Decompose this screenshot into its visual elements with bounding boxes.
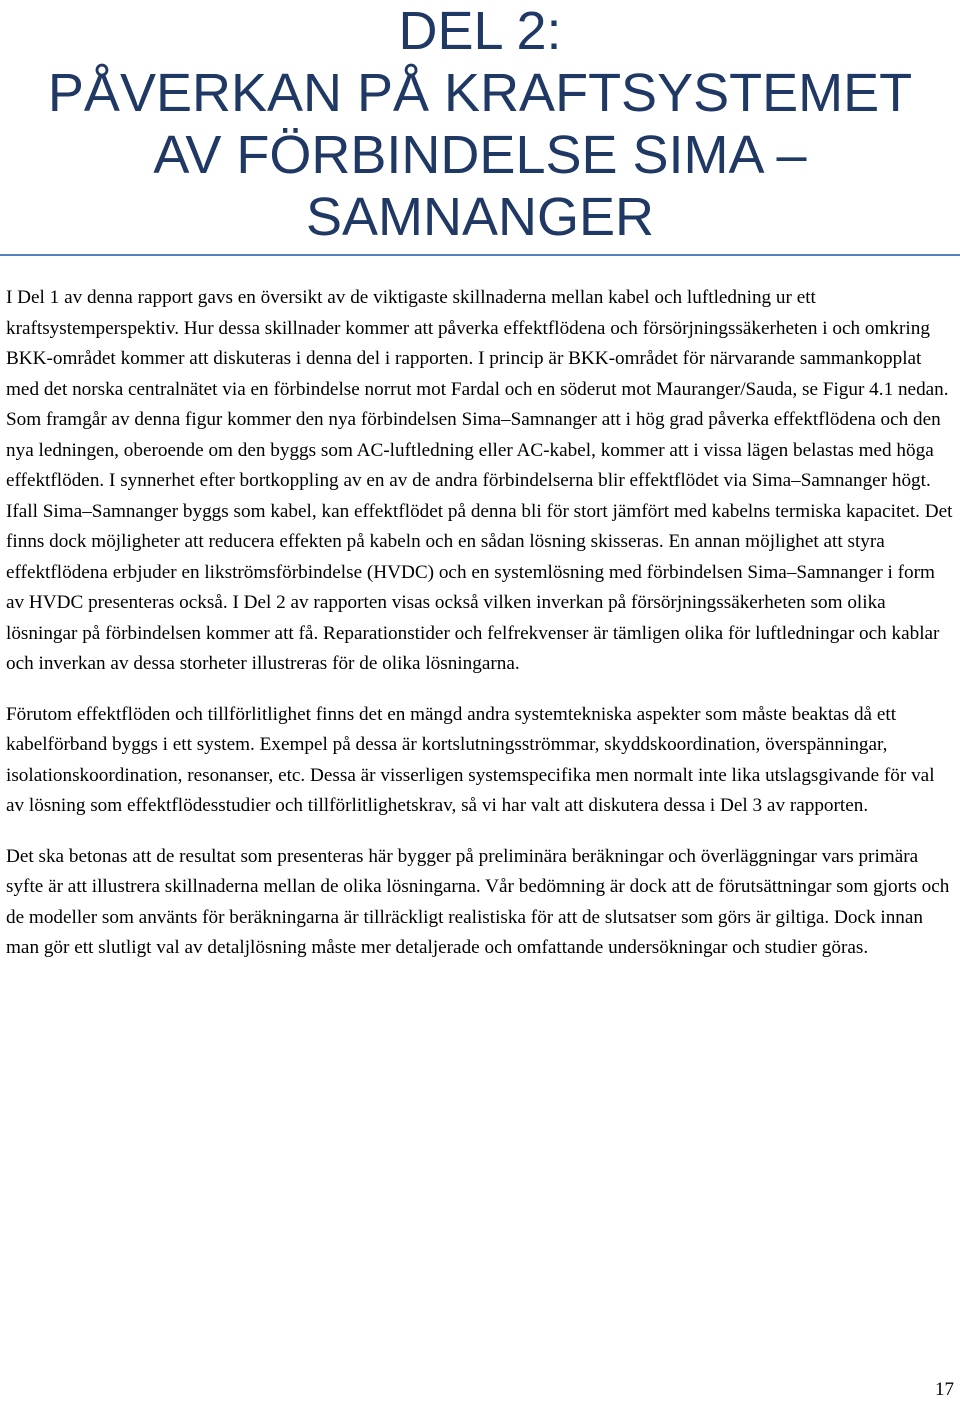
chapter-title-line-4: SAMNANGER	[305, 187, 655, 247]
body-text	[6, 283, 954, 984]
title-divider	[0, 254, 960, 256]
paragraph-system-aspects: Förutom effektflöden och tillförlitlighet finns det en mängd andra systemtekniska aspekter som måste beaktas då ett kabelförband byggs i ett system. Exempel på dessa är kortslutningsströmmar, skyddskoordination, överspänningar, isolationskoordination, resonanser, etc. Dessa är visserligen systemspecifika men normalt inte lika utslagsgivande för val av lösning som effektflödesstudier och tillförlitlighetskrav, så vi har valt att diskutera dessa i Del 3 av rapporten.	[6, 703, 935, 816]
chapter-title-line-2: PÅVERKAN PÅ KRAFTSYSTEMET	[47, 63, 913, 123]
page-number: 17	[935, 1379, 954, 1400]
paragraph-intro: I Del 1 av denna rapport gavs en översikt av de viktigaste skillnaderna mellan kabel och luftledning ur ett kraftsystemperspektiv. Hur dessa skillnader kommer att påverka effektflödena och försörjningssäkerheten i och omkring BKK-området kommer att diskuteras i denna del i rapporten. I princip är BKK-området för närvarande sammankopplat med det norska centralnätet via en förbindelse norrut mot Fardal och en söderut mot Mauranger/Sauda, se Figur 4.1 nedan. Som framgår av denna figur kommer den nya förbindelsen Sima–Samnanger att i hög grad påverka effektflödena och den nya ledningen, oberoende om den byggs som AC-luftledning eller AC-kabel, kommer att i vissa lägen belastas med höga effektflöden. I synnerhet efter bortkoppling av en av de andra förbindelserna blir effektflödet via Sima–Samnanger högt. Ifall Sima–Samnanger byggs som kabel, kan effektflödet på denna bli för stort jämfört med kabelns termiska kapacitet. Det finns dock möjligheter att reducera effekten på kabeln och en sådan lösning skisseras. En annan möjlighet att styra effektflödena erbjuder en likströmsförbindelse (HVDC) och en systemlösning med förbindelsen Sima–Samnanger i form av HVDC presenteras också. I Del 2 av rapporten visas också vilken inverkan på försörjningssäkerheten som olika lösningar på förbindelsen kommer att få. Reparationstider och felfrekvenser är tämligen olika för luftledningar och kablar och inverkan av dessa storheter illustreras för de olika lösningarna.	[6, 287, 953, 674]
paragraph-disclaimer: Det ska betonas att de resultat som presenteras här bygger på preliminära beräkningar och överläggningar vars primära syfte är att illustrera skillnaderna mellan de olika lösningarna. Vår bedömning är dock att de förutsättningar som gjorts och de modeller som använts för beräkningarna är tillräckligt realistiska för att de slutsatser som görs är giltiga. Dock innan man gör ett slutligt val av detaljlösning måste mer detaljerade och omfattande undersökningar och studier göras.	[6, 845, 950, 958]
chapter-title	[0, 0, 960, 248]
chapter-title-line-1: DEL 2:	[398, 1, 562, 61]
chapter-title-line-3: AV FÖRBINDELSE SIMA –	[153, 125, 807, 185]
